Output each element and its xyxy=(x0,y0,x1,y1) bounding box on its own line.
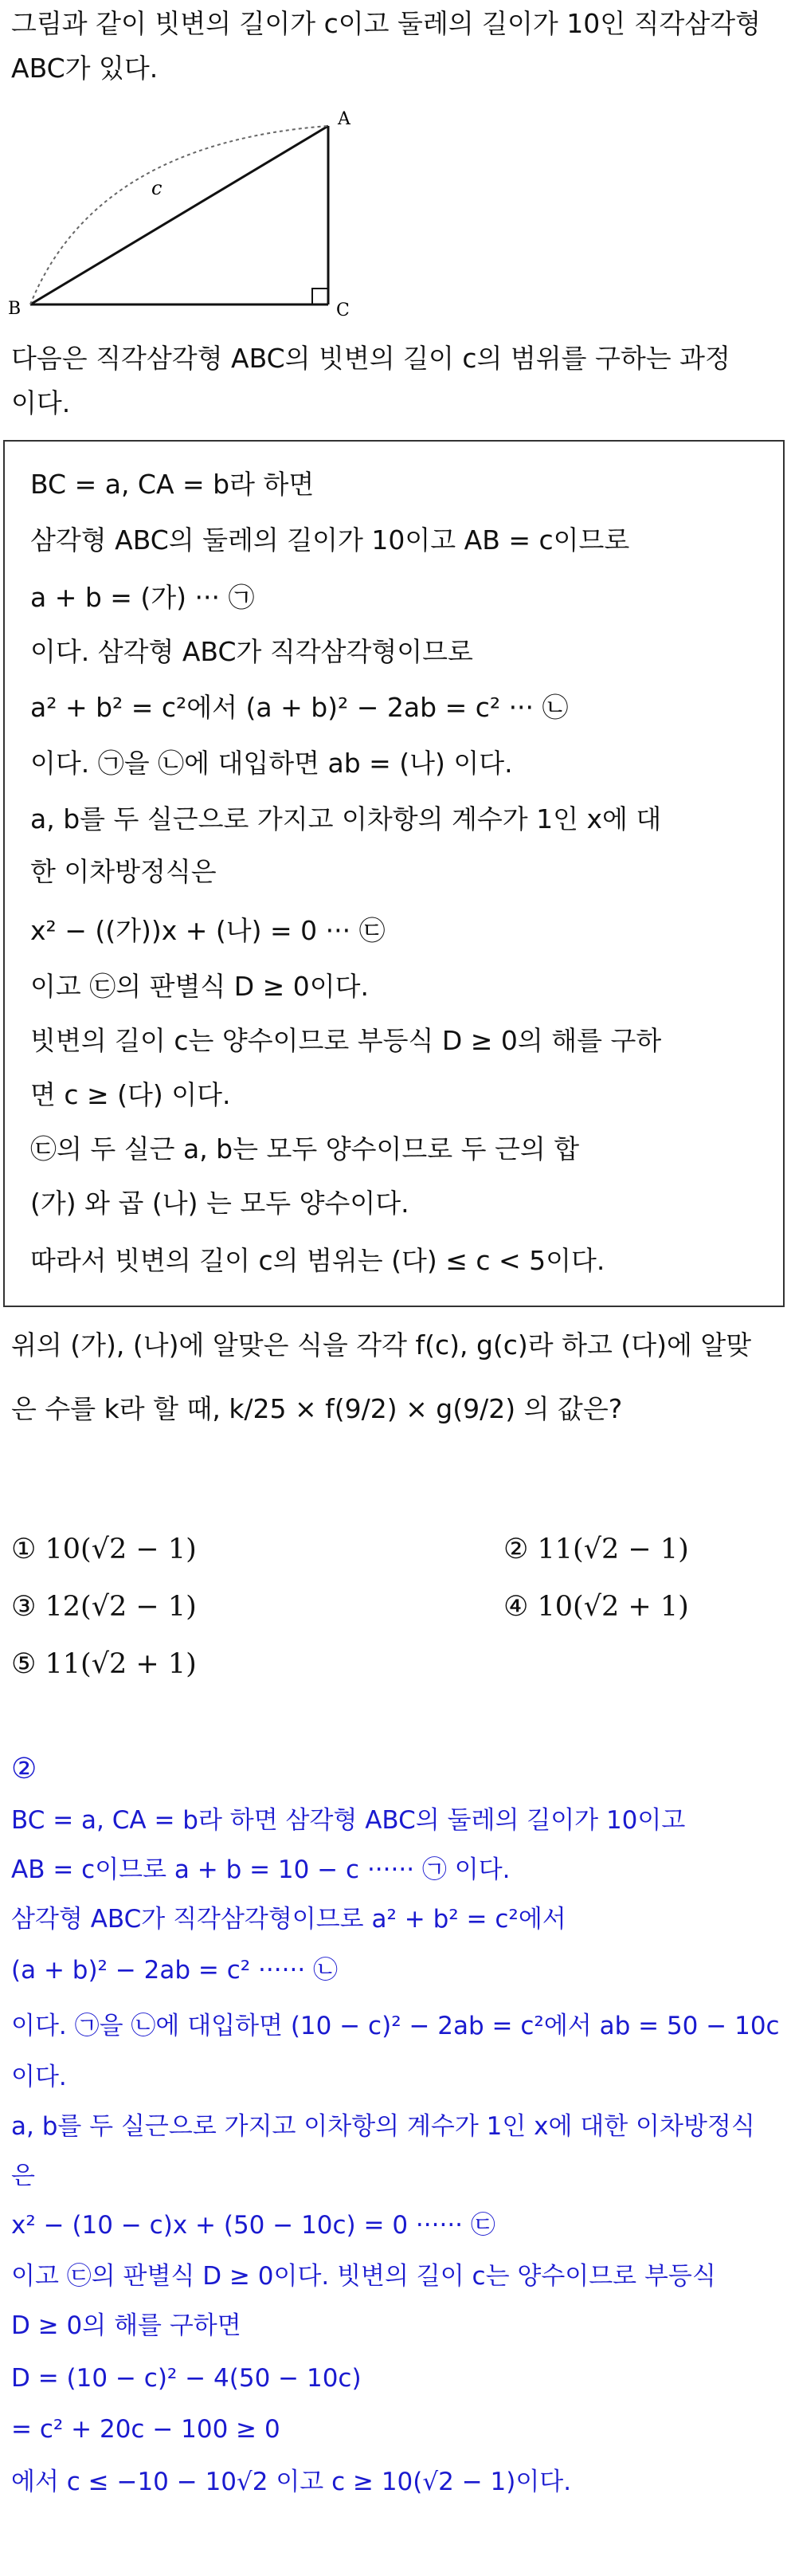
box-line-7: a, b를 두 실근으로 가지고 이차항의 계수가 1인 x에 대 xyxy=(30,803,662,834)
vertex-b-label: B xyxy=(8,299,22,319)
choice-3[interactable]: ③ 12(√2 − 1) xyxy=(11,1591,197,1623)
question-line-1: 위의 (가), (나)에 알맞은 식을 각각 f(c), g(c)라 하고 (다)에 알맞 xyxy=(11,1329,752,1361)
box-line-9: x² − ((가))x + (나) = 0 ··· ㉢ xyxy=(30,915,386,946)
solution-line-6: 이다. xyxy=(11,2063,67,2091)
box-line-6: 이다. ㉠을 ㉡에 대입하면 ab = (나) 이다. xyxy=(30,748,513,779)
box-line-5: a² + b² = c²에서 (a + b)² − 2ab = c² ··· ㉡ xyxy=(30,692,569,723)
solution-line-9: x² − (10 − c)x + (50 − 10c) = 0 ······ ㉢ xyxy=(11,2211,495,2240)
choice-2[interactable]: ② 11(√2 − 1) xyxy=(503,1533,689,1565)
choice-4[interactable]: ④ 10(√2 + 1) xyxy=(503,1591,689,1623)
desc-line-1: 다음은 직각삼각형 ABC의 빗변의 길이 c의 범위를 구하는 과정 xyxy=(11,343,730,374)
solution-answer: ② xyxy=(11,1753,37,1785)
solution-line-12: D = (10 − c)² − 4(50 − 10c) xyxy=(11,2364,362,2393)
question-line-2: 은 수를 k라 할 때, k/25 × f(9/2) × g(9/2) 의 값은? xyxy=(11,1393,623,1424)
box-line-8: 한 이차방정식은 xyxy=(30,856,217,887)
box-line-12: 면 c ≥ (다) 이다. xyxy=(30,1079,231,1110)
solution-line-11: D ≥ 0의 해를 구하면 xyxy=(11,2311,241,2340)
box-line-10: 이고 ㉢의 판별식 D ≥ 0이다. xyxy=(30,971,370,1002)
solution-line-1: BC = a, CA = b라 하면 삼각형 ABC의 둘레의 길이가 10이고 xyxy=(11,1806,686,1835)
box-line-11: 빗변의 길이 c는 양수이므로 부등식 D ≥ 0의 해를 구하 xyxy=(30,1025,662,1056)
solution-line-13: = c² + 20c − 100 ≥ 0 xyxy=(11,2415,280,2444)
box-line-15: 따라서 빗변의 길이 c의 범위는 (다) ≤ c < 5이다. xyxy=(30,1245,605,1276)
box-line-3: a + b = (가) ··· ㉠ xyxy=(30,582,255,613)
box-line-4: 이다. 삼각형 ABC가 직각삼각형이므로 xyxy=(30,636,473,667)
solution-line-14: 에서 c ≤ −10 − 10√2 이고 c ≥ 10(√2 − 1)이다. xyxy=(11,2468,572,2496)
side-c-label: c xyxy=(151,177,163,199)
choice-5[interactable]: ⑤ 11(√2 + 1) xyxy=(11,1648,197,1680)
intro-line-1: 그림과 같이 빗변의 길이가 c이고 둘레의 길이가 10인 직각삼각형 xyxy=(11,8,762,39)
vertex-c-label: C xyxy=(336,300,350,320)
solution-line-10: 이고 ㉢의 판별식 D ≥ 0이다. 빗변의 길이 c는 양수이므로 부등식 xyxy=(11,2262,716,2291)
solution-line-4: (a + b)² − 2ab = c² ······ ㉡ xyxy=(11,1956,339,1985)
right-triangle-figure xyxy=(0,96,374,327)
solution-line-2: AB = c이므로 a + b = 10 − c ······ ㉠ 이다. xyxy=(11,1855,511,1884)
solution-line-5: 이다. ㉠을 ㉡에 대입하면 (10 − c)² − 2ab = c²에서 ab = 50 − 10c xyxy=(11,2012,780,2040)
intro-line-2: ABC가 있다. xyxy=(11,53,159,84)
box-line-1: BC = a, CA = b라 하면 xyxy=(30,469,315,500)
vertex-a-label: A xyxy=(338,109,350,129)
box-line-2: 삼각형 ABC의 둘레의 길이가 10이고 AB = c이므로 xyxy=(30,524,630,556)
solution-line-3: 삼각형 ABC가 직각삼각형이므로 a² + b² = c²에서 xyxy=(11,1905,566,1934)
box-line-14: (가) 와 곱 (나) 는 모두 양수이다. xyxy=(30,1188,409,1219)
solution-line-8: 은 xyxy=(11,2162,35,2190)
solution-line-7: a, b를 두 실근으로 가지고 이차항의 계수가 1인 x에 대한 이차방정식 xyxy=(11,2112,755,2141)
choice-1[interactable]: ① 10(√2 − 1) xyxy=(11,1533,197,1565)
desc-line-2: 이다. xyxy=(11,387,71,418)
box-line-13: ㉢의 두 실근 a, b는 모두 양수이므로 두 근의 합 xyxy=(30,1133,580,1164)
